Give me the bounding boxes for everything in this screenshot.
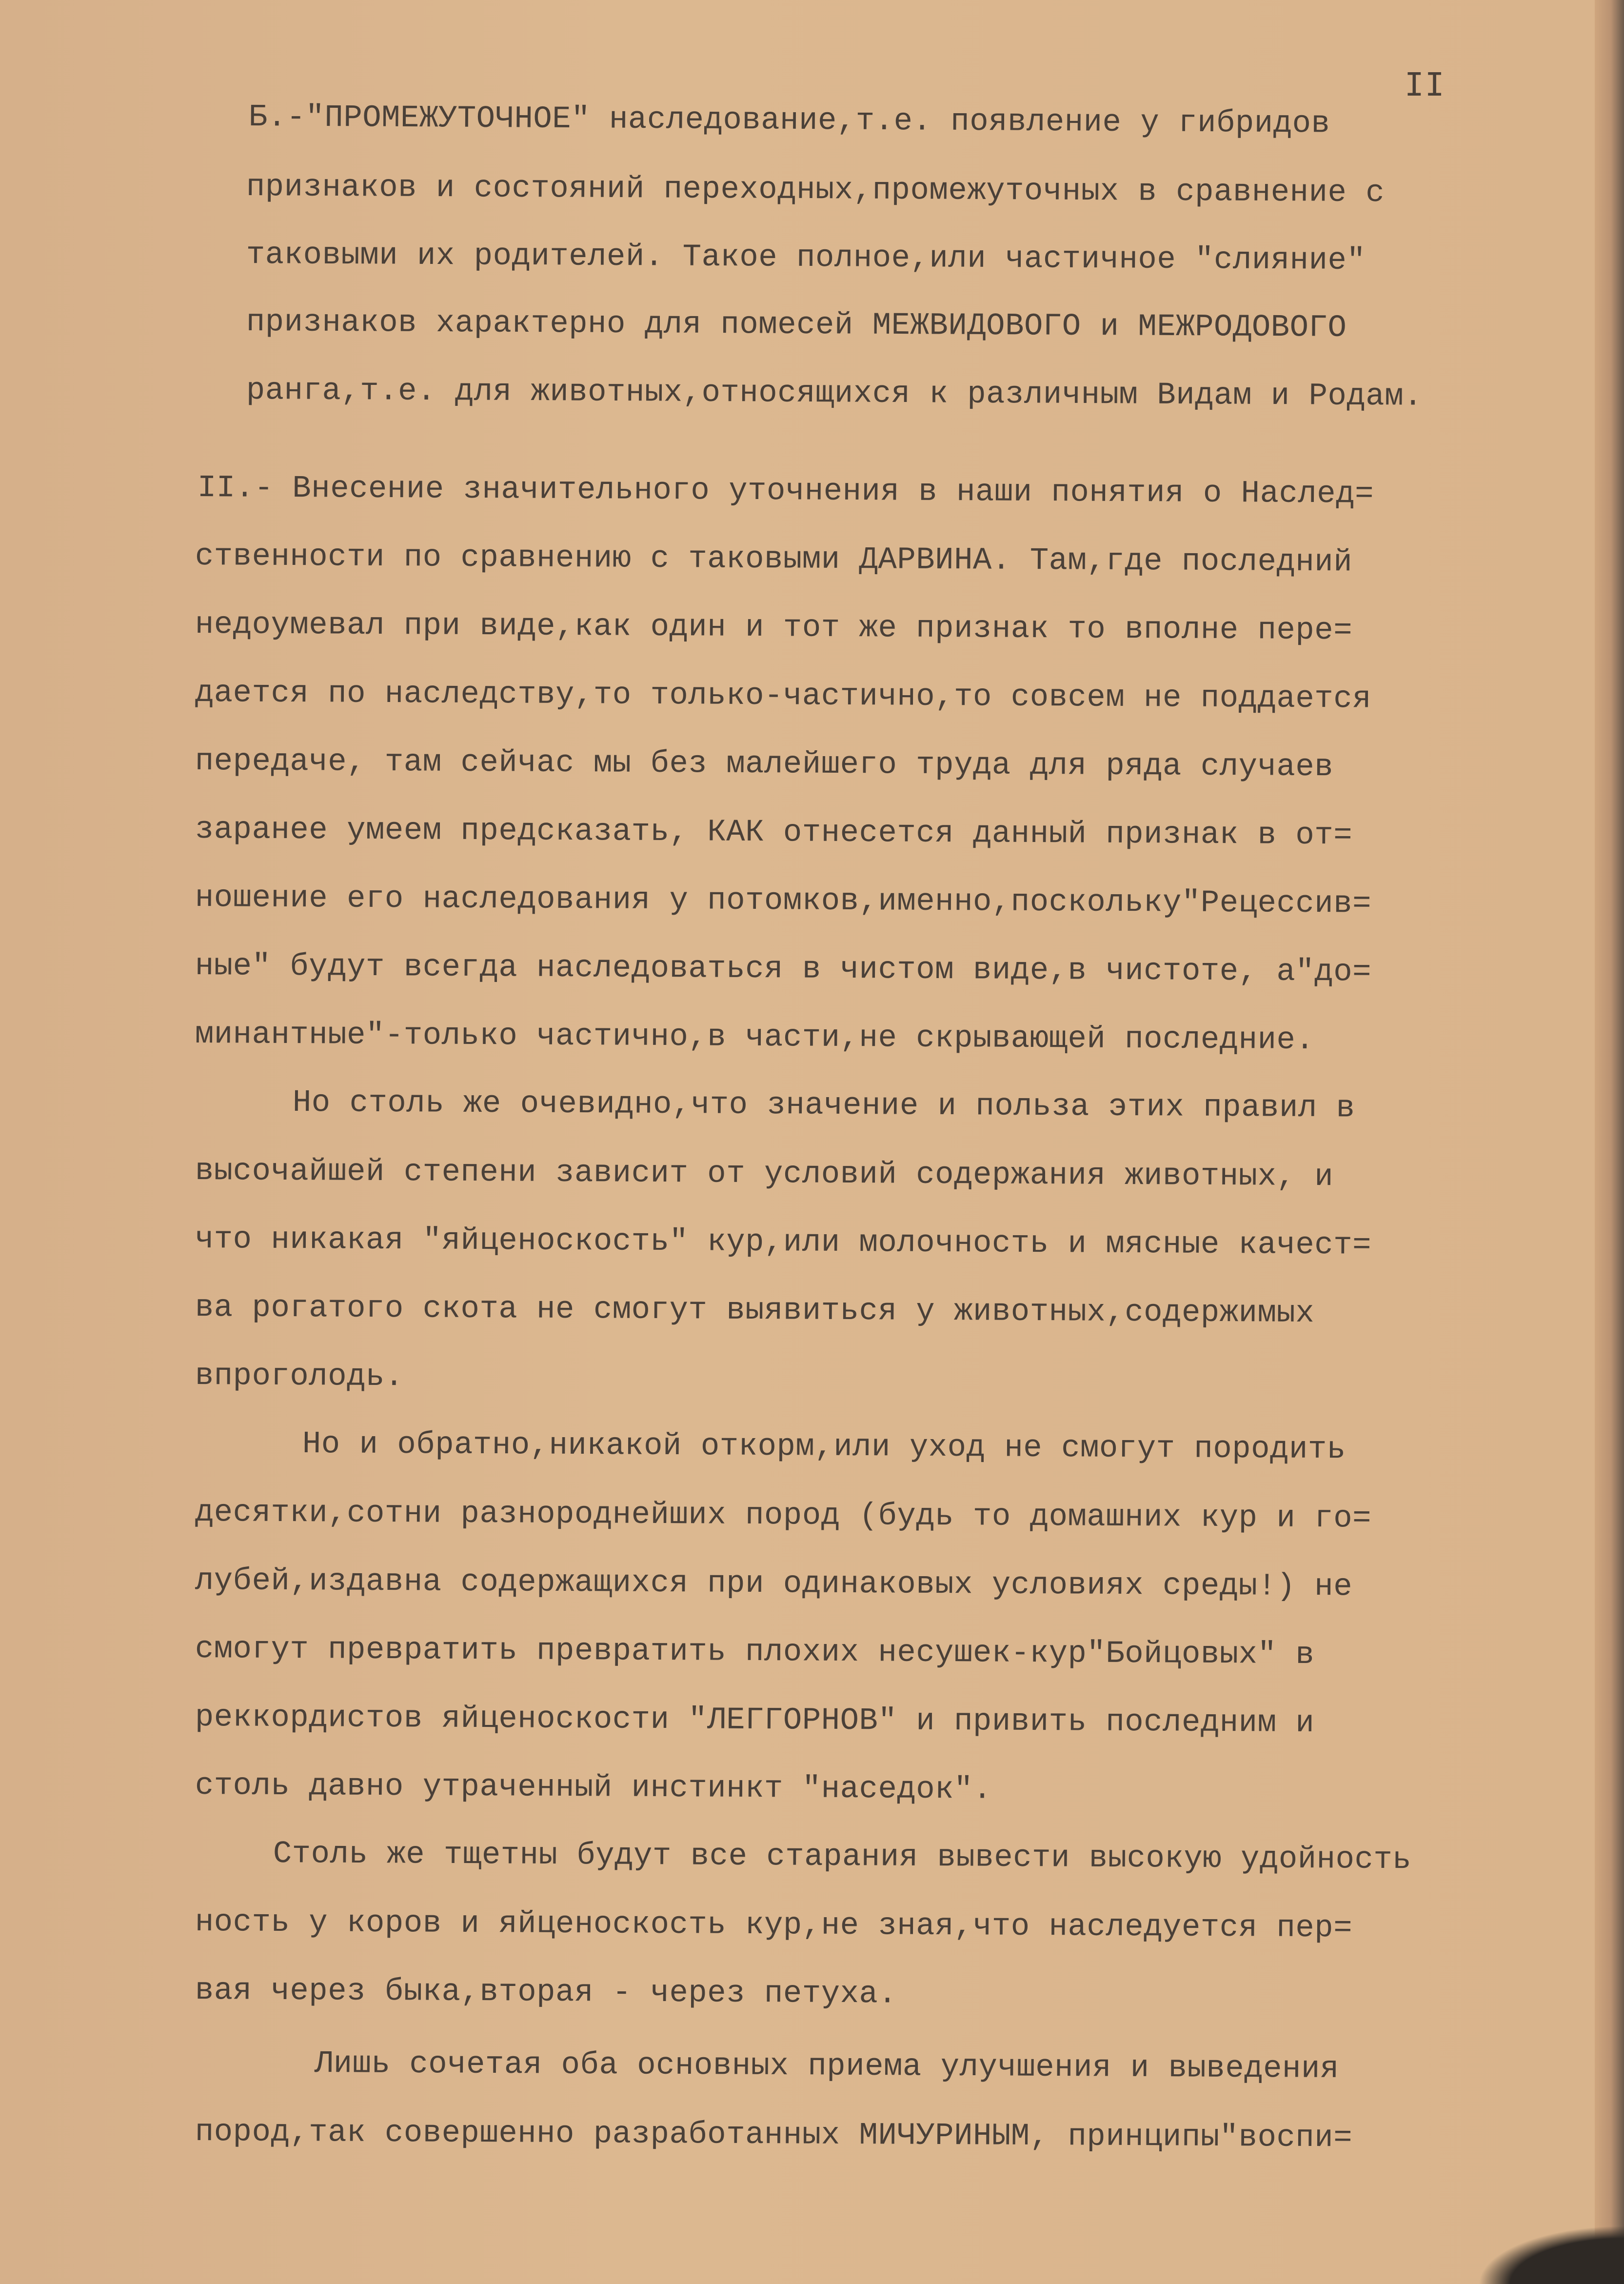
text-line-7: ственности по сравнению с таковыми ДАРВИНА. Там,где последний: [195, 539, 1353, 581]
text-line-3: таковыми их родителей. Такое полное,или частичное "слияние": [246, 238, 1366, 279]
text-line-14: минантные"-только частично,в части,не скрывающей последние.: [195, 1017, 1315, 1059]
text-line-1: Б.-"ПРОМЕЖУТОЧНОЕ" наследование,т.е. появление у гибридов: [248, 100, 1330, 142]
text-line-22: лубей,издавна содержащихся при одинаковых условиях среды!) не: [195, 1563, 1353, 1605]
text-line-12: ношение его наследования у потомков,именно,поскольку"Рецессив=: [195, 881, 1372, 922]
text-line-23: смогут превратить превратить плохих несушек-кур"Бойцовых" в: [195, 1632, 1315, 1673]
text-line-29: Лишь сочетая оба основных приема улучшения и выведения: [314, 2046, 1339, 2087]
text-line-16: высочайшей степени зависит от условий содержания животных, и: [195, 1154, 1334, 1195]
page-corner-shadow: [1478, 2225, 1624, 2284]
text-line-19: впроголодь.: [195, 1359, 404, 1395]
text-line-20: Но и обратно,никакой откорм,или уход не смогут породить: [302, 1427, 1346, 1468]
text-line-5: ранга,т.е. для животных,относящихся к различным Видам и Родам.: [246, 373, 1423, 415]
text-line-2: признаков и состояний переходных,промежуточных в сравнение с: [246, 170, 1385, 211]
page-edge: [1595, 0, 1624, 2284]
text-line-24: реккордистов яйценоскости "ЛЕГГОРНОВ" и привить последним и: [195, 1700, 1315, 1742]
text-line-9: дается по наследству,то только-частично,то совсем не поддается: [195, 676, 1372, 717]
text-line-15: Но столь же очевидно,что значение и польза этих правил в: [292, 1085, 1355, 1126]
text-line-18: ва рогатого скота не смогут выявиться у животных,содержимых: [195, 1290, 1315, 1332]
text-line-4: признаков характерно для помесей МЕЖВИДОВОГО и МЕЖРОДОВОГО: [246, 305, 1347, 346]
text-line-26: Столь же тщетны будут все старания вывести высокую удойность: [273, 1837, 1412, 1878]
page-number: II: [1405, 66, 1446, 103]
text-line-8: недоумевал при виде,как один и тот же признак то вполне пере=: [195, 607, 1353, 649]
text-line-30: пород,так совершенно разработанных МИЧУРИНЫМ, принципы"воспи=: [195, 2115, 1353, 2156]
text-line-13: ные" будут всегда наследоваться в чистом виде,в чистоте, а"до=: [195, 949, 1372, 990]
text-line-10: передаче, там сейчас мы без малейшего труда для ряда случаев: [195, 744, 1334, 785]
text-line-17: что никакая "яйценоскость" кур,или молочность и мясные качест=: [195, 1222, 1372, 1263]
text-line-11: заранее умеем предсказать, КАК отнесется данный признак в от=: [195, 812, 1353, 854]
text-line-21: десятки,сотни разнороднейших пород (будь то домашних кур и го=: [195, 1495, 1372, 1537]
text-line-28: вая через быка,вторая - через петуха.: [195, 1973, 897, 2012]
text-line-25: столь давно утраченный инстинкт "наседок".: [195, 1768, 992, 1808]
text-line-27: ность у коров и яйценоскость кур,не зная,что наследуется пер=: [195, 1905, 1353, 1946]
text-line-6: II.- Внесение значительного уточнения в наши понятия о Наслед=: [197, 471, 1374, 512]
